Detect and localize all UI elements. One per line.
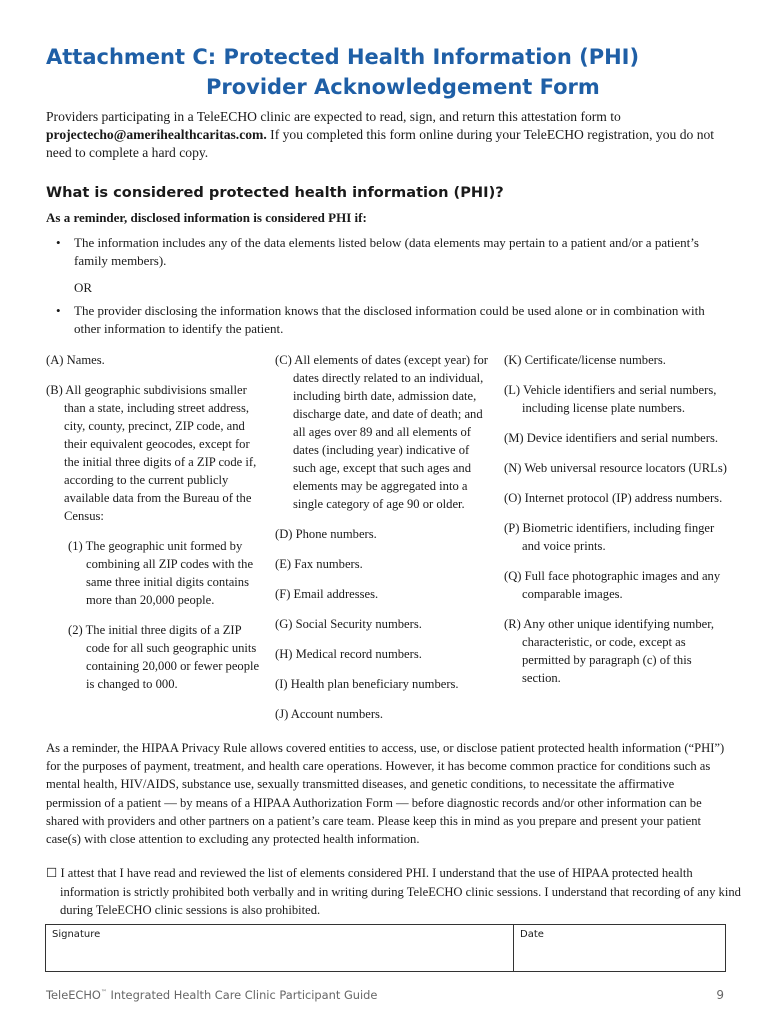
element-n: (N) Web universal resource locators (URLs) [504,461,727,475]
or-separator: OR [74,280,93,295]
element-c: (C) All elements of dates (except year) for dates directly related to an individual, including birth date, admission date, discharge date, and date of death; and all ages over 89 and all elements of dates (including year) indicative of such age, except that such ages and elements may be aggregated into a single category of age 90 or older. [275,353,488,511]
element-g: (G) Social Security numbers. [275,617,422,631]
hipaa-paragraph: As a reminder, the HIPAA Privacy Rule allows covered entities to access, use, or disclose patient protected health information (“PHI”) for the purposes of payment, treatment, and health care operations. However, it has become common practice for conditions such as mental health, HIV/AIDS, substance use, sexually transmitted diseases, and genetic conditions, to necessitate the affirmative permission of a patient — by means of a HIPAA Authorization Form — before diagnostic records and/or other information can be shared with providers and other partners on a patient’s care team. Please keep this in mind as you prepare and present your patient case(s) with close attention to excluding any protected health information. [46,741,725,847]
element-k: (K) Certificate/license numbers. [504,353,666,367]
element-l: (L) Vehicle identifiers and serial numbers, including license plate numbers. [504,383,717,415]
signature-label: Signature [52,929,101,940]
element-p: (P) Biometric identifiers, including finger and voice prints. [504,521,715,553]
attestation-checkbox[interactable]: ☐ [46,866,58,880]
footer-guide: Integrated Health Care Clinic Participant Guide [106,988,378,1002]
signature-field[interactable] [46,925,514,971]
trademark-symbol: ™ [100,989,107,997]
intro-text-2: If you completed this form online during your TeleECHO registration, you do not need to complete a hard copy. [46,127,715,160]
elements-column-3 [504,351,728,699]
element-j: (J) Account numbers. [275,707,384,721]
page-number: 9 [716,988,724,1002]
element-o: (O) Internet protocol (IP) address numbers. [504,491,723,505]
date-field[interactable] [514,925,725,971]
contact-email[interactable]: projectecho@amerihealthcaritas.com. [46,127,267,142]
element-q: (Q) Full face photographic images and any comparable images. [504,569,721,601]
element-e: (E) Fax numbers. [275,557,363,571]
attestation-text: I attest that I have read and reviewed the list of elements considered PHI. I understand that the use of HIPAA protected health information is strictly prohibited both verbally and in writing during TeleECHO clinic sessions. I understand that recording of any kind during TeleECHO clinic sessions is also prohibited. [60,866,741,917]
page-title [46,42,726,102]
signature-table [45,924,726,972]
element-b-2: (2) The initial three digits of a ZIP code for all such geographic units containing 20,000 or fewer people is changed to 000. [68,623,260,691]
criteria-list-2 [46,302,726,338]
attestation-statement [46,864,742,920]
intro-paragraph [46,108,726,162]
element-b-1: (1) The geographic unit formed by combining all ZIP codes with the same three initial digits contains more than 20,000 people. [68,539,254,607]
section-heading: What is considered protected health information (PHI)? [46,184,504,201]
title-line-2: Provider Acknowledgement Form [206,75,600,99]
criteria-bullet-2: • The provider disclosing the information knows that the disclosed information could be used alone or in combination with other information to identify the patient. [46,302,726,338]
intro-text-1: Providers participating in a TeleECHO clinic are expected to read, sign, and return this attestation form to [46,109,621,124]
title-line-1: Attachment C: Protected Health Information (PHI) [46,45,640,69]
element-a: (A) Names. [46,353,105,367]
element-f: (F) Email addresses. [275,587,379,601]
element-d: (D) Phone numbers. [275,527,377,541]
criteria-bullet-1: • The information includes any of the data elements listed below (data elements may pertain to a patient and/or a patient’s family members). [46,234,726,270]
footer-brand: TeleECHO [46,988,101,1002]
element-i: (I) Health plan beneficiary numbers. [275,677,459,691]
footer-title [46,988,377,1002]
element-m: (M) Device identifiers and serial numbers. [504,431,719,445]
element-r: (R) Any other unique identifying number, characteristic, or code, except as permitted by paragraph (c) of this section. [504,617,715,685]
elements-column-2 [275,351,493,735]
element-h: (H) Medical record numbers. [275,647,422,661]
elements-column-1 [46,351,264,705]
element-b: (B) All geographic subdivisions smaller than a state, including street address, city, county, precinct, ZIP code, and their equivalent geocodes, except for the initial three digits of a ZIP code if, according to the current publicly available data from the Bureau of the Census: [46,383,257,523]
reminder-heading: As a reminder, disclosed information is considered PHI if: [46,210,367,225]
date-label: Date [520,929,544,940]
criteria-list [46,234,726,270]
